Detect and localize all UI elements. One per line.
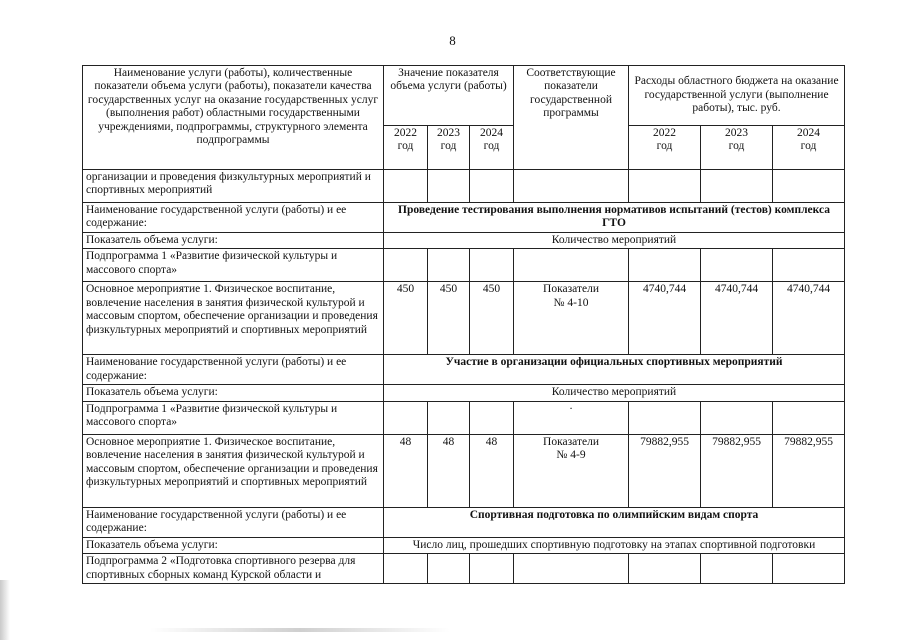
volume-indicator-value: Количество мероприятий <box>384 385 845 401</box>
header-value-col: Значение показателя объема услуги (работы) <box>384 66 514 126</box>
program-indicators: Показатели № 4-10 <box>514 282 629 355</box>
volume-indicator-value: Количество мероприятий <box>384 233 845 249</box>
service-name-label: Наименование государственной услуги (работы) и ее содержание: <box>83 507 384 537</box>
header-year-2024: 2024 год <box>470 126 514 170</box>
header-program-col: Соответствующие показатели государственной программы <box>514 66 629 170</box>
expense-2023: 4740,744 <box>701 282 773 355</box>
subprogram-label: Подпрограмма 1 «Развитие физической культуры и массового спорта» <box>83 249 384 282</box>
header-name-col: Наименование услуги (работы), количественные показатели объема услуги (работы), показатели качества государственных услуг на оказание государственных услуг (выполнения работ) областными государственными учреждениями, подпрограммы, структурного элемента подпрограммы <box>83 66 384 170</box>
expense-2024: 79882,955 <box>773 434 845 507</box>
service-name-label: Наименование государственной услуги (работы) и ее содержание: <box>83 355 384 385</box>
expense-2024: 4740,744 <box>773 282 845 355</box>
scan-shadow-bottom <box>150 628 450 632</box>
expense-2023: 79882,955 <box>701 434 773 507</box>
header-year-2022: 2022 год <box>384 126 428 170</box>
program-indicators: Показатели № 4-9 <box>514 434 629 507</box>
row-label: организации и проведения физкультурных мероприятий и спортивных мероприятий <box>83 170 384 203</box>
value-2022: 450 <box>384 282 428 355</box>
volume-indicator-label: Показатель объема услуги: <box>83 233 384 249</box>
volume-indicator-label: Показатель объема услуги: <box>83 385 384 401</box>
table-row <box>83 507 845 537</box>
table-row <box>83 385 845 401</box>
header-expense-year-2022: 2022 год <box>629 126 701 170</box>
service-title: Участие в организации официальных спортивных мероприятий <box>384 355 845 385</box>
header-year-2023: 2023 год <box>428 126 470 170</box>
services-table <box>82 65 845 584</box>
value-2022: 48 <box>384 434 428 507</box>
table-row <box>83 233 845 249</box>
table-row <box>83 249 845 282</box>
table-row <box>83 355 845 385</box>
header-expense-year-2023: 2023 год <box>701 126 773 170</box>
expense-2022: 79882,955 <box>629 434 701 507</box>
table-row <box>83 282 845 355</box>
table-row <box>83 401 845 434</box>
service-title: Спортивная подготовка по олимпийским видам спорта <box>384 507 845 537</box>
value-2024: 450 <box>470 282 514 355</box>
value-2023: 450 <box>428 282 470 355</box>
main-activity-label: Основное мероприятие 1. Физическое воспитание, вовлечение населения в занятия физической культурой и массовым спортом, обеспечение организации и проведения физкультурных мероприятий и спортивных мероприятий <box>83 434 384 507</box>
table-row <box>83 537 845 553</box>
table-row <box>83 554 845 584</box>
value-2024: 48 <box>470 434 514 507</box>
header-expense-year-2024: 2024 год <box>773 126 845 170</box>
scan-shadow-left <box>0 580 10 640</box>
service-title: Проведение тестирования выполнения нормативов испытаний (тестов) комплекса ГТО <box>384 203 845 233</box>
header-expense-col: Расходы областного бюджета на оказание государственной услуги (выполнение работы), тыс. руб. <box>629 66 845 126</box>
expense-2022: 4740,744 <box>629 282 701 355</box>
table-row <box>83 434 845 507</box>
subprogram-label: Подпрограмма 1 «Развитие физической культуры и массового спорта» <box>83 401 384 434</box>
table-row <box>83 203 845 233</box>
volume-indicator-value: Число лиц, прошедших спортивную подготовку на этапах спортивной подготовки <box>384 537 845 553</box>
subprogram-label: Подпрограмма 2 «Подготовка спортивного резерва для спортивных сборных команд Курской области и <box>83 554 384 584</box>
mark-dot: · <box>514 401 629 434</box>
value-2023: 48 <box>428 434 470 507</box>
volume-indicator-label: Показатель объема услуги: <box>83 537 384 553</box>
table-row <box>83 170 845 203</box>
main-activity-label: Основное мероприятие 1. Физическое воспитание, вовлечение населения в занятия физической культурой и массовым спортом, обеспечение организации и проведения физкультурных мероприятий и спортивных мероприятий <box>83 282 384 355</box>
page-number: 8 <box>449 33 456 48</box>
service-name-label: Наименование государственной услуги (работы) и ее содержание: <box>83 203 384 233</box>
